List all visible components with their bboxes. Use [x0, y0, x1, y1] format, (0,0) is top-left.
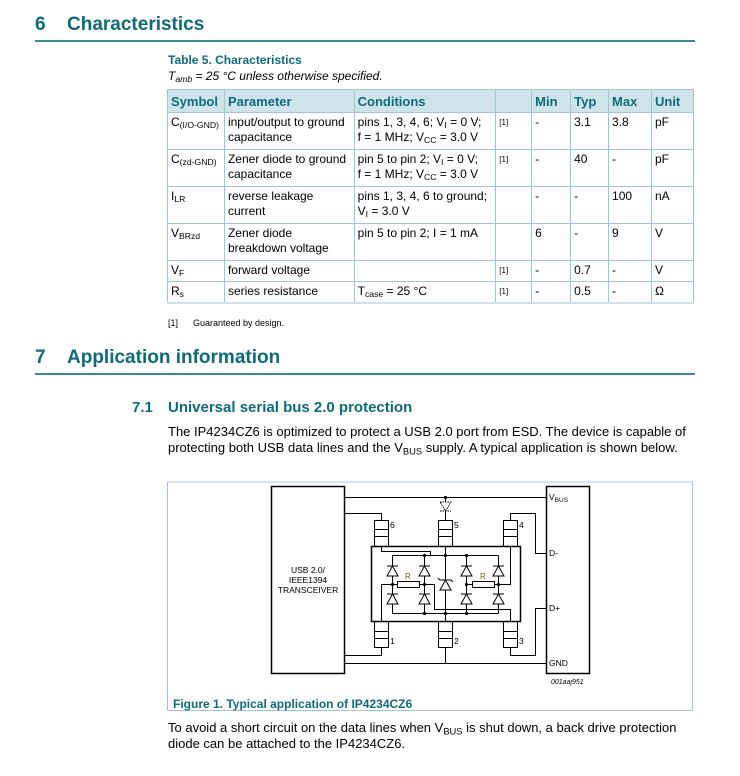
parameter-cell: reverse leakage current	[224, 187, 354, 224]
col-header: Unit	[651, 90, 693, 113]
symbol-cell: $C_{(I/O-GND)}$	[168, 113, 225, 150]
parameter-cell: Zener diode to ground capacitance	[224, 150, 354, 187]
pin-5	[439, 521, 453, 547]
col-header: Max	[609, 90, 652, 113]
resistor-label: R	[405, 572, 411, 581]
resistor-right	[473, 582, 495, 588]
d-plus-label: D+	[549, 603, 561, 613]
footnote-ref-cell: [1]	[496, 282, 532, 303]
min-cell: -	[532, 150, 571, 187]
typ-cell: -	[571, 224, 609, 261]
diode-icon	[419, 594, 430, 604]
typ-cell: 0.7	[571, 261, 609, 282]
diode-icon	[387, 566, 398, 576]
pin-label-2: 2	[454, 636, 459, 646]
min-cell: -	[532, 187, 571, 224]
parameter-cell: series resistance	[224, 282, 354, 303]
typ-cell: 3.1	[571, 113, 609, 150]
symbol-cell: $I_{LR}$	[168, 187, 225, 224]
symbol-cell: $V_F$	[168, 261, 225, 282]
pin-3	[504, 622, 518, 648]
unit-cell: V	[651, 224, 693, 261]
pin-4	[504, 521, 518, 547]
max-cell: -	[609, 261, 652, 282]
table-caption: Table 5. Characteristics	[168, 53, 302, 67]
parameter-cell: input/output to ground capacitance	[224, 113, 354, 150]
min-cell: -	[532, 113, 571, 150]
subsection-number: 7.1	[132, 399, 153, 416]
col-header: Min	[532, 90, 571, 113]
conditions-cell: pins 1, 3, 4, 6 to ground; $V_I = 3.0$ V	[354, 187, 496, 224]
typ-cell: 40	[571, 150, 609, 187]
max-cell: -	[609, 282, 652, 303]
footnote-ref-cell: [1]	[496, 113, 532, 150]
pin-6	[375, 521, 389, 547]
subsection-title: Universal serial bus 2.0 protection	[168, 399, 413, 416]
diode-icon	[461, 594, 472, 604]
section-title: Characteristics	[67, 14, 205, 35]
min-cell: 6	[532, 224, 571, 261]
vbus-label: $V_{BUS}$	[549, 492, 569, 504]
col-header: Parameter	[224, 90, 354, 113]
conditions-cell: pins 1, 3, 4, 6; $V_I = 0$ V; f = 1 MHz; $V_{CC} = 3.0$ V	[354, 113, 496, 150]
resistor-label: R	[480, 572, 486, 581]
drawing-id: 001aaj951	[551, 679, 584, 686]
resistor-left	[398, 582, 420, 588]
col-header: Conditions	[354, 90, 496, 113]
diode-icon	[493, 594, 504, 604]
table-subcaption: $T_{amb} = 25$ °C unless otherwise specified.	[168, 69, 383, 85]
col-header: Typ	[571, 90, 609, 113]
parameter-cell: Zener diode breakdown voltage	[224, 224, 354, 261]
symbol-cell: $C_{(zd-GND)}$	[168, 150, 225, 187]
unit-cell: pF	[651, 113, 693, 150]
pin-label-1: 1	[390, 636, 395, 646]
figure-caption: Figure 1. Typical application of IP4234CZ6	[173, 697, 413, 711]
d-minus-label: D-	[549, 548, 558, 558]
symbol-cell: $R_s$	[168, 282, 225, 303]
diode-icon	[493, 566, 504, 576]
transceiver-label-3: TRANSCEIVER	[277, 585, 339, 595]
max-cell: -	[609, 150, 652, 187]
zener-diode-icon	[438, 578, 453, 590]
col-header: Symbol	[168, 90, 225, 113]
conditions-cell: $T_{case} = 25$ °C	[354, 282, 496, 303]
max-cell: 100	[609, 187, 652, 224]
diode-icon	[387, 594, 398, 604]
footnote-ref-cell: [1]	[496, 150, 532, 187]
unit-cell: V	[651, 261, 693, 282]
pin-1	[375, 622, 389, 648]
min-cell: -	[532, 282, 571, 303]
pin-2	[439, 622, 453, 648]
unit-cell: nA	[651, 187, 693, 224]
typ-cell: -	[571, 187, 609, 224]
usb-connector-block	[547, 487, 590, 674]
diode-icon	[419, 566, 430, 576]
min-cell: -	[532, 261, 571, 282]
conditions-cell: pin 5 to pin 2; I = 1 mA	[354, 224, 496, 261]
footnote-ref-cell: [1]	[496, 261, 532, 282]
transceiver-label-1: USB 2.0/	[290, 565, 326, 575]
max-cell: 3.8	[609, 113, 652, 150]
symbol-cell: $V_{BRzd}$	[168, 224, 225, 261]
pin-label-5: 5	[454, 520, 459, 530]
pin-label-3: 3	[519, 636, 524, 646]
typ-cell: 0.5	[571, 282, 609, 303]
intro-paragraph: The IP4234CZ6 is optimized to protect a USB 2.0 port from ESD. The device is capable of protecting both USB data lines and the $V_{BUS}$ supply. A typical application is shown below.	[168, 424, 686, 457]
parameter-cell: forward voltage	[224, 261, 354, 282]
pin-label-6: 6	[390, 520, 395, 530]
back-drive-diode-icon	[440, 502, 451, 511]
pin-label-4: 4	[519, 520, 524, 530]
transceiver-label-2: IEEE1394	[288, 575, 328, 585]
gnd-label: GND	[549, 658, 568, 668]
conditions-cell: pin 5 to pin 2; $V_I = 0$ V; f = 1 MHz; $V_{CC} = 3.0$ V	[354, 150, 496, 187]
max-cell: 9	[609, 224, 652, 261]
section-number: 7	[35, 347, 46, 368]
section-title: Application information	[67, 347, 281, 368]
unit-cell: Ω	[651, 282, 693, 303]
section-number: 6	[35, 14, 46, 35]
closing-paragraph: To avoid a short circuit on the data lines when $V_{BUS}$ is shut down, a back drive protection diode can be attached to the IP4234CZ6.	[168, 720, 677, 751]
diode-icon	[461, 566, 472, 576]
unit-cell: pF	[651, 150, 693, 187]
table-footnote: [1] Guaranteed by design.	[168, 318, 285, 328]
